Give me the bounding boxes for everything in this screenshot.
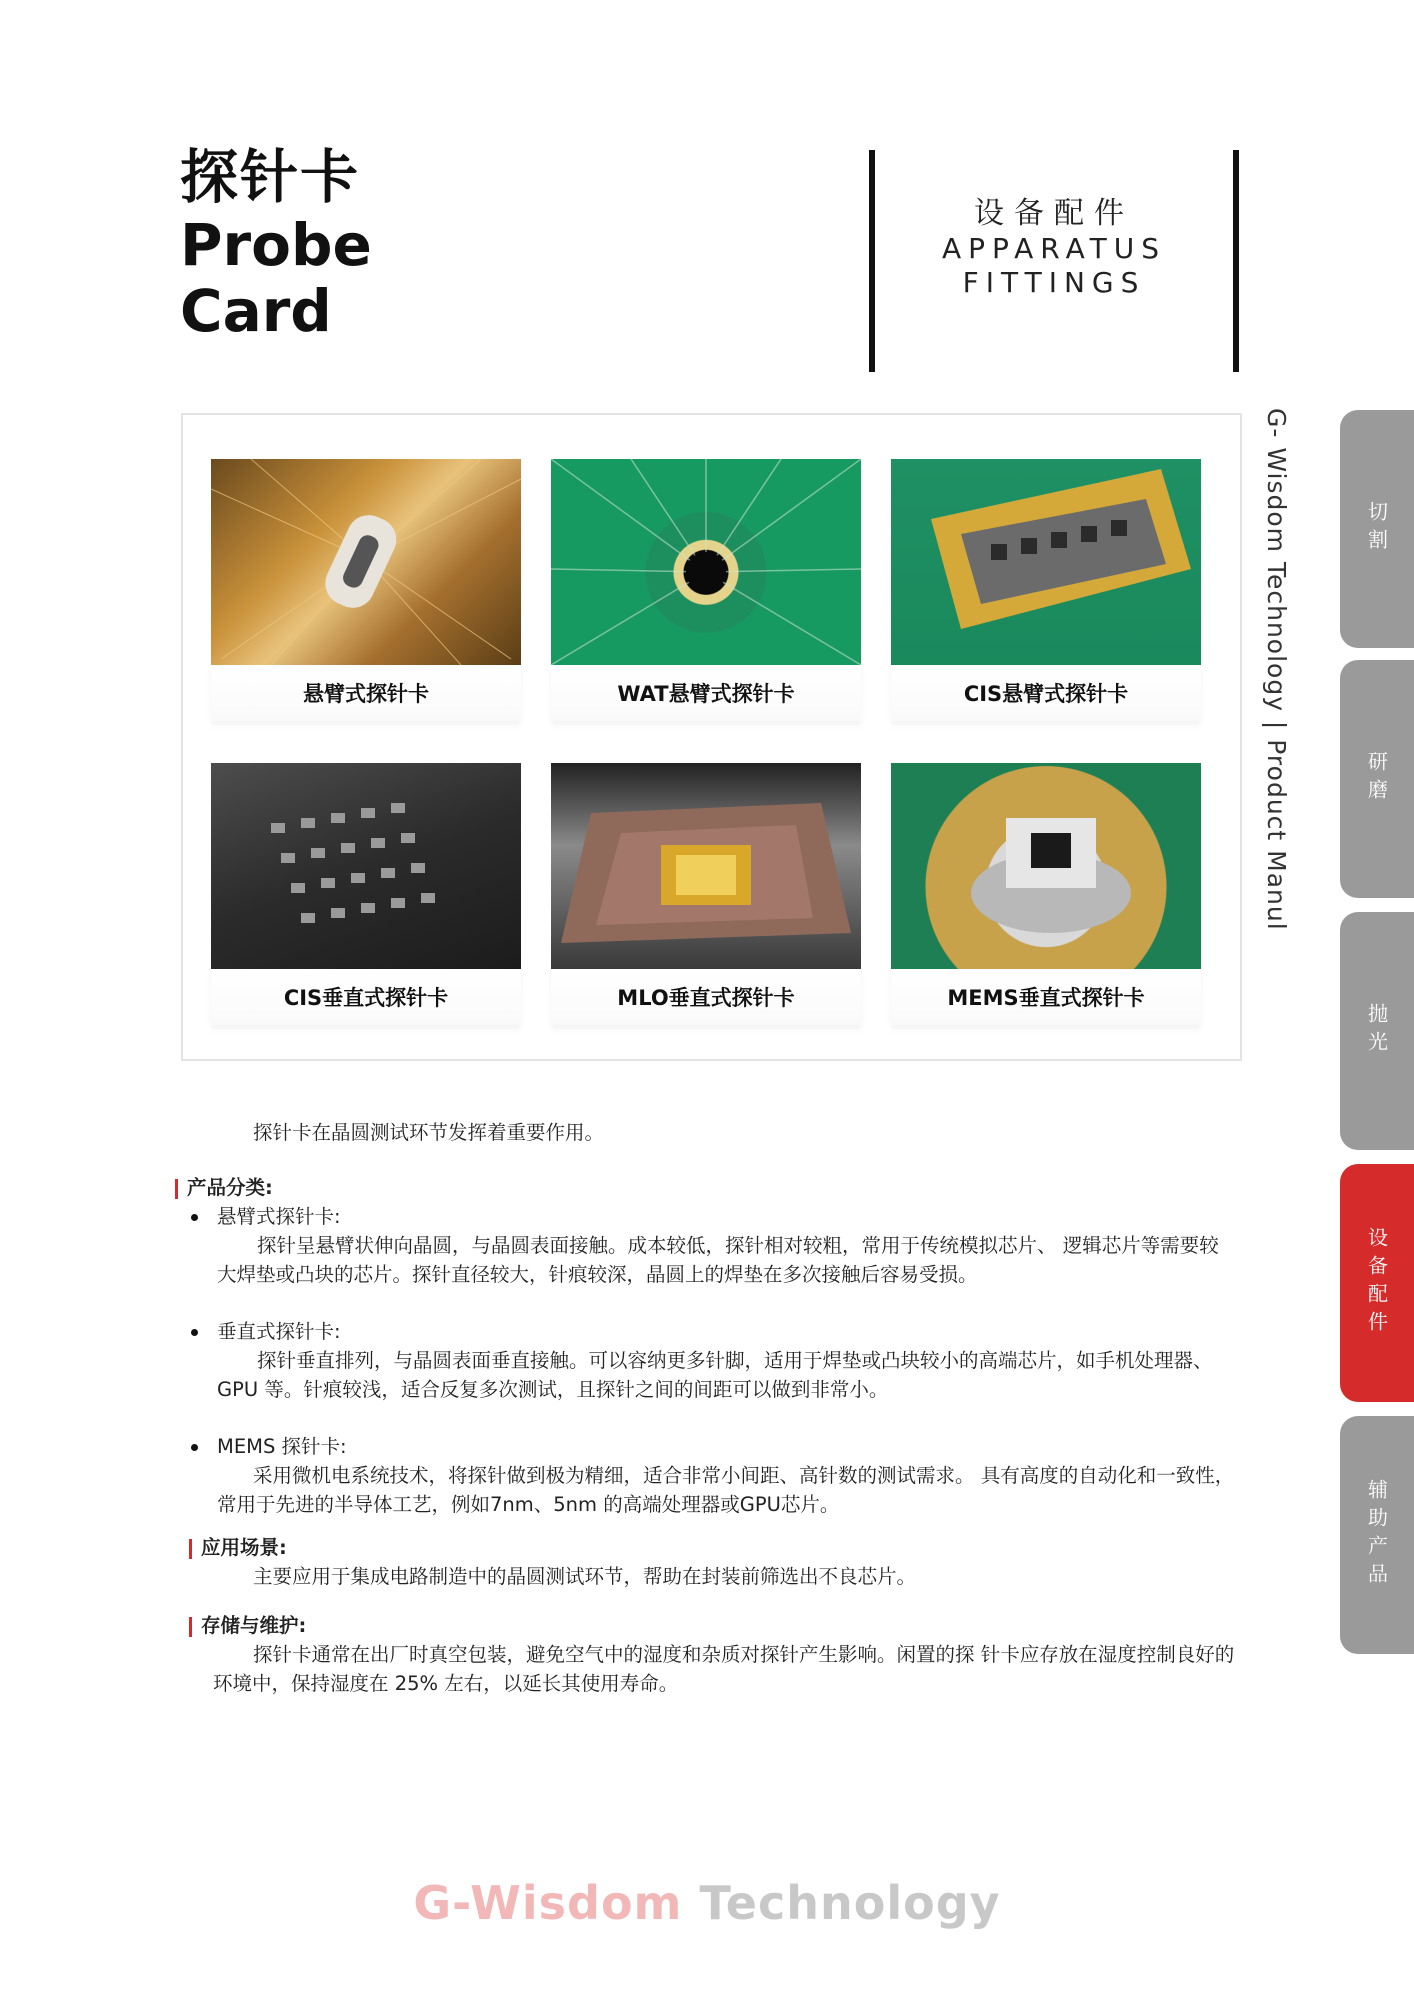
description-body	[175, 1118, 1235, 1698]
footer-brand-part2: Technology	[682, 1876, 1001, 1930]
item-title: 垂直式探针卡:	[175, 1317, 1235, 1346]
classification-heading: 产品分类:	[175, 1173, 1235, 1202]
tab-grinding[interactable]: 研磨	[1340, 660, 1414, 898]
product-image	[551, 763, 861, 969]
tab-apparatus-fittings[interactable]: 设备配件	[1340, 1164, 1414, 1402]
product-label: MEMS垂直式探针卡	[891, 969, 1201, 1025]
product-image	[551, 459, 861, 665]
product-label: CIS垂直式探针卡	[211, 969, 521, 1025]
product-image	[211, 459, 521, 665]
category-cn: 设备配件	[974, 196, 1134, 231]
product-card[interactable]	[551, 763, 861, 1025]
item-text: 探针呈悬臂状伸向晶圆，与晶圆表面接触。成本较低，探针相对较粗，常用于传统模拟芯片、 逻辑芯片等需要较大焊垫或凸块的芯片。探针直径较大，针痕较深，晶圆上的焊垫在多次接触后容易受损。	[217, 1234, 1219, 1286]
product-image	[891, 459, 1201, 665]
product-card[interactable]	[551, 459, 861, 721]
side-brand-text: G- Wisdom Technology | Product Manul	[1262, 408, 1291, 931]
storage-text: 探针卡通常在出厂时真空包装，避免空气中的湿度和杂质对探针产生影响。闲置的探 针卡应存放在湿度控制良好的环境中，保持湿度在 25% 左右，以延长其使用寿命。	[213, 1643, 1235, 1695]
item-title: 悬臂式探针卡:	[175, 1202, 1235, 1231]
application-heading: 应用场景:	[189, 1533, 1235, 1562]
product-label: WAT悬臂式探针卡	[551, 665, 861, 721]
category-en-line2: FITTINGS	[962, 266, 1146, 299]
footer-brand-part1: G-Wisdom	[413, 1876, 683, 1930]
footer-brand	[0, 1876, 1414, 1930]
product-label: 悬臂式探针卡	[211, 665, 521, 721]
header-divider-right	[1233, 150, 1239, 372]
application-text: 主要应用于集成电路制造中的晶圆测试环节，帮助在封装前筛选出不良芯片。	[253, 1565, 917, 1588]
item-text: 探针垂直排列，与晶圆表面垂直接触。可以容纳更多针脚，适用于焊垫或凸块较小的高端芯片，如手机处理器、GPU 等。针痕较浅，适合反复多次测试，且探针之间的间距可以做到非常小。	[217, 1349, 1213, 1401]
product-card[interactable]	[211, 763, 521, 1025]
product-label: CIS悬臂式探针卡	[891, 665, 1201, 721]
product-image	[211, 763, 521, 969]
product-grid	[181, 413, 1242, 1061]
item-title: MEMS 探针卡:	[175, 1432, 1235, 1461]
product-card[interactable]	[891, 459, 1201, 721]
product-image	[891, 763, 1201, 969]
category-en-line1: APPARATUS	[942, 232, 1166, 265]
tab-auxiliary-products[interactable]: 辅助产品	[1340, 1416, 1414, 1654]
item-text: 采用微机电系统技术，将探针做到极为精细，适合非常小间距、高针数的测试需求。 具有高度的自动化和一致性，常用于先进的半导体工艺，例如7nm、5nm 的高端处理器或GPU芯片。	[217, 1464, 1235, 1516]
tab-polishing[interactable]: 抛光	[1340, 912, 1414, 1150]
category-block	[875, 188, 1233, 300]
page-title-en-line1: Probe	[180, 211, 372, 279]
tab-cutting[interactable]: 切割	[1340, 410, 1414, 648]
product-card[interactable]	[891, 763, 1201, 1025]
product-label: MLO垂直式探针卡	[551, 969, 861, 1025]
page-title-en-line2: Card	[180, 277, 332, 345]
product-card[interactable]	[211, 459, 521, 721]
intro-text: 探针卡在晶圆测试环节发挥着重要作用。	[253, 1121, 605, 1144]
page-title-cn: 探针卡	[180, 143, 361, 211]
storage-heading: 存储与维护:	[189, 1611, 1235, 1640]
